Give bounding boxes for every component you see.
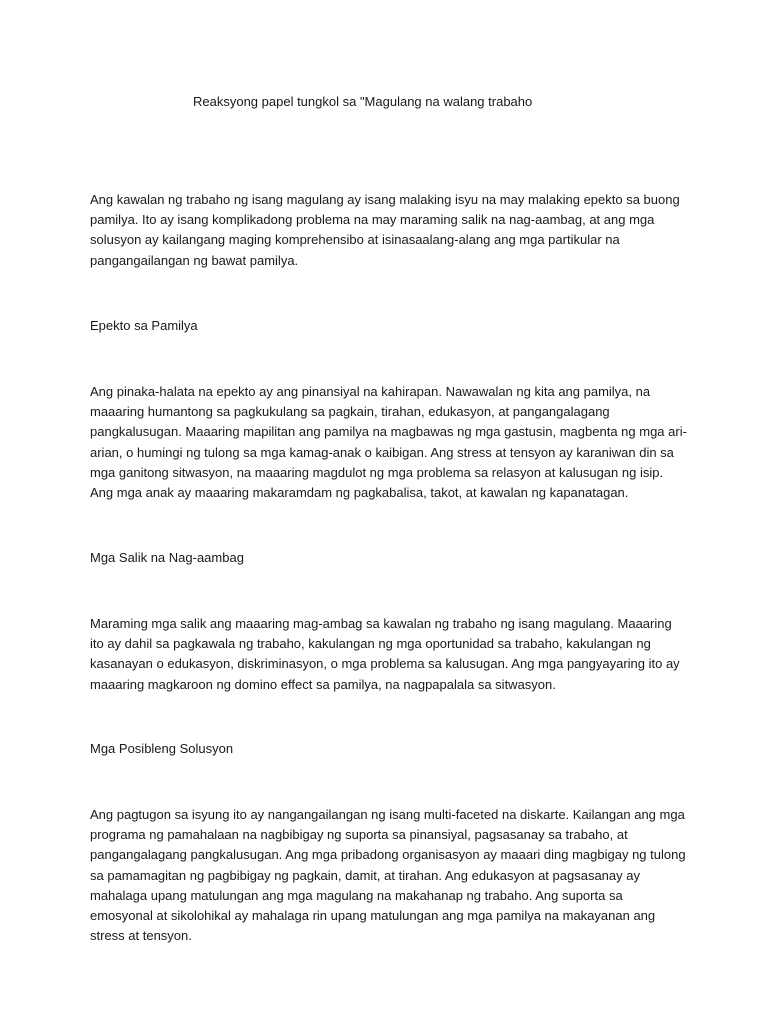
section-heading-epekto: Epekto sa Pamilya (90, 318, 198, 333)
document-title: Reaksyong papel tungkol sa "Magulang na walang trabaho (193, 94, 533, 109)
section-heading-salik: Mga Salik na Nag-aambag (90, 550, 244, 565)
section-heading-solusyon: Mga Posibleng Solusyon (90, 741, 234, 756)
section-body-epekto: Ang pinaka-halata na epekto ay ang pinansiyal na kahirapan. Nawawalan ng kita ang pamilya, na maaaring humantong sa pagkukulang sa pagkain, tirahan, edukasyon, at pangangalagang pangkalusugan. Maaaring mapilitan ang pamilya na magbawas ng mga gastusin, magbenta ng mga ari-arian, o humingi ng tulong sa mga kamag-anak o kaibigan. Ang stress at tensyon ay karaniwan din sa mga ganitong sitwasyon, na maaaring magdulot ng mga problema sa relasyon at kalusugan ng isip. Ang mga anak ay maaaring makaramdam ng pagkabalisa, takot, at kawalan ng kapanatagan. (90, 384, 687, 501)
intro-paragraph: Ang kawalan ng trabaho ng isang magulang ay isang malaking isyu na may malaking epekto sa buong pamilya. Ito ay isang komplikadong problema na may maraming salik na nag-aambag, at ang mga solusyon ay kailangang maging komprehensibo at isinasaalang-alang ang mga partikular na pangangailangan ng bawat pamilya. (90, 192, 680, 268)
section-body-solusyon: Ang pagtugon sa isyung ito ay nangangailangan ng isang multi-faceted na diskarte. Kailangan ang mga programa ng pamahalaan na nagbibigay ng suporta sa pinansiyal, pagsasanay sa trabaho, at pangangalagang pangkalusugan. Ang mga pribadong organisasyon ay maaari ding magbigay ng tulong sa pamamagitan ng pagbibigay ng pagkain, damit, at tirahan. Ang edukasyon at pagsasanay ay mahalaga upang matulungan ang mga magulang na makahanap ng trabaho. Ang suporta sa emosyonal at sikolohikal ay mahalaga rin upang matulungan ang mga pamilya na makayanan ang stress at tensyon. (90, 807, 686, 944)
section-body-salik: Maraming mga salik ang maaaring mag-ambag sa kawalan ng trabaho ng isang magulang. Maaaring ito ay dahil sa pagkawala ng trabaho, kakulangan ng mga oportunidad sa trabaho, kakulangan ng kasanayan o edukasyon, diskriminasyon, o mga problema sa kalusugan. Ang mga pangyayaring ito ay maaaring magkaroon ng domino effect sa pamilya, na nagpapalala sa sitwasyon. (90, 616, 680, 692)
